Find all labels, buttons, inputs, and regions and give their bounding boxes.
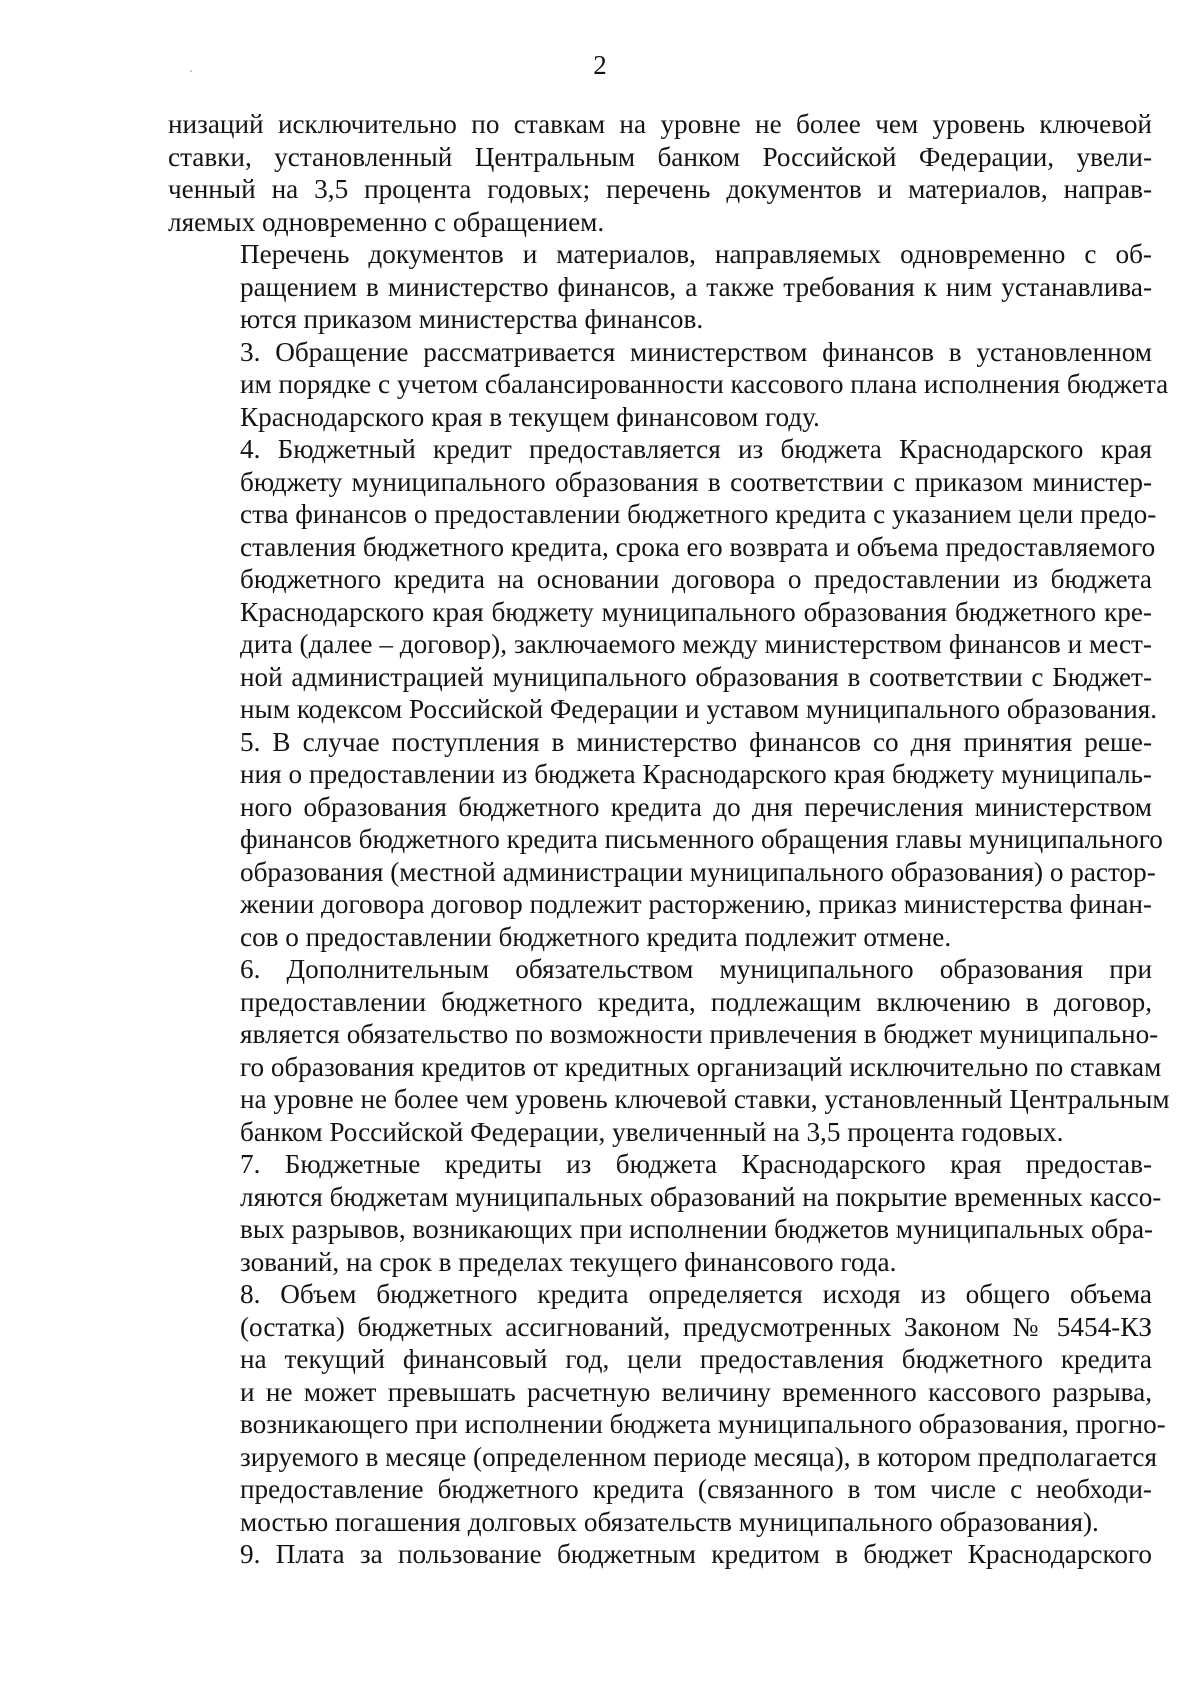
text-line: мостью погашения долговых обязательств муниципального образования). bbox=[240, 1506, 1099, 1537]
paragraph bbox=[168, 726, 1163, 954]
text-line: бюджетного кредита на основании договора о предоставлении из бюджета bbox=[240, 564, 1152, 594]
text-line: Краснодарского края бюджету муниципального образования бюджетного кре- bbox=[240, 596, 1152, 627]
text-line: ченный на 3,5 процента годовых; перечень документов и материалов, направ- bbox=[168, 174, 1152, 204]
text-line: финансов бюджетного кредита письменного обращения главы муниципального bbox=[240, 824, 1163, 854]
text-line: Перечень документов и материалов, направляемых одновременно с об- bbox=[240, 239, 1152, 269]
text-line: 9. Плата за пользование бюджетным кредитом в бюджет Краснодарского bbox=[240, 1539, 1152, 1569]
text-line: ным кодексом Российской Федерации и уставом муниципального образования. bbox=[240, 694, 1158, 724]
page-number: 2 bbox=[593, 50, 607, 80]
text-line: вых разрывов, возникающих при исполнении бюджетов муниципальных обра- bbox=[240, 1214, 1154, 1244]
text-line: ляются бюджетам муниципальных образований на покрытие временных кассо- bbox=[240, 1181, 1162, 1212]
text-line: на уровне не более чем уровень ключевой ставки, установленный Центральным bbox=[240, 1084, 1170, 1114]
paragraph bbox=[168, 1278, 1166, 1538]
text-line: предоставлении бюджетного кредита, подлежащим включению в договор, bbox=[240, 986, 1152, 1017]
text-line: сов о предоставлении бюджетного кредита подлежит отмене. bbox=[240, 921, 952, 952]
text-line: 8. Объем бюджетного кредита определяется исходя из общего объема bbox=[240, 1279, 1152, 1309]
text-line: возникающего при исполнении бюджета муниципального образования, прогно- bbox=[240, 1409, 1166, 1439]
text-line: ставления бюджетного кредита, срока его возврата и объема предоставляемого bbox=[240, 531, 1156, 562]
text-line: 5. В случае поступления в министерство финансов со дня принятия реше- bbox=[240, 726, 1152, 757]
paragraph bbox=[168, 433, 1158, 726]
text-line: ния о предоставлении из бюджета Краснодарского края бюджету муниципаль- bbox=[240, 759, 1152, 789]
paragraph bbox=[168, 108, 1152, 238]
text-line: ства финансов о предоставлении бюджетного кредита с указанием цели предо- bbox=[240, 499, 1157, 529]
text-line: бюджету муниципального образования в соответствии с приказом министер- bbox=[240, 466, 1152, 497]
text-line: Краснодарского края в текущем финансовом году. bbox=[240, 401, 820, 432]
paragraph bbox=[168, 238, 1152, 336]
text-line: ставки, установленный Центральным банком Российской Федерации, увели- bbox=[168, 141, 1152, 172]
text-line: и не может превышать расчетную величину временного кассового разрыва, bbox=[240, 1376, 1152, 1407]
text-line: им порядке с учетом сбалансированности кассового плана исполнения бюджета bbox=[240, 369, 1169, 399]
text-line: дита (далее – договор), заключаемого между министерством финансов и мест- bbox=[240, 629, 1152, 659]
text-line: зований, на срок в пределах текущего финансового года. bbox=[240, 1246, 897, 1277]
text-line: (остатка) бюджетных ассигнований, предусмотренных Законом № 5454-КЗ bbox=[240, 1311, 1152, 1342]
paragraph bbox=[168, 1148, 1162, 1278]
paragraph bbox=[168, 1538, 1152, 1571]
text-line: ляемых одновременно с обращением. bbox=[168, 206, 605, 237]
text-line: 7. Бюджетные кредиты из бюджета Краснодарского края предостав- bbox=[240, 1149, 1152, 1179]
text-line: 6. Дополнительным обязательством муниципального образования при bbox=[240, 954, 1152, 984]
document-body bbox=[168, 108, 1170, 1571]
text-line: образования (местной администрации муниципального образования) о растор- bbox=[240, 856, 1156, 887]
text-line: ращением в министерство финансов, а также требования к ним устанавлива- bbox=[240, 271, 1152, 302]
text-line: ного образования бюджетного кредита до дня перечисления министерством bbox=[240, 791, 1152, 822]
text-line: предоставление бюджетного кредита (связанного в том числе с необходи- bbox=[240, 1474, 1152, 1504]
text-line: 4. Бюджетный кредит предоставляется из бюджета Краснодарского края bbox=[240, 434, 1152, 464]
text-line: является обязательство по возможности привлечения в бюджет муниципально- bbox=[240, 1019, 1159, 1049]
paragraph bbox=[168, 336, 1169, 434]
paragraph bbox=[168, 953, 1170, 1148]
text-line: банком Российской Федерации, увеличенный на 3,5 процента годовых. bbox=[240, 1116, 1064, 1147]
text-line: на текущий финансовый год, цели предоставления бюджетного кредита bbox=[240, 1344, 1152, 1374]
text-line: ной администрацией муниципального образования в соответствии с Бюджет- bbox=[240, 661, 1152, 692]
text-line: жении договора договор подлежит расторжению, приказ министерства финан- bbox=[240, 889, 1152, 919]
text-line: низаций исключительно по ставкам на уровне не более чем уровень ключевой bbox=[168, 109, 1152, 139]
text-line: зируемого в месяце (определенном периоде месяца), в котором предполагается bbox=[240, 1441, 1157, 1472]
text-line: ются приказом министерства финансов. bbox=[240, 304, 704, 334]
text-line: 3. Обращение рассматривается министерством финансов в установленном bbox=[240, 336, 1152, 367]
text-line: го образования кредитов от кредитных организаций исключительно по ставкам bbox=[240, 1051, 1162, 1082]
